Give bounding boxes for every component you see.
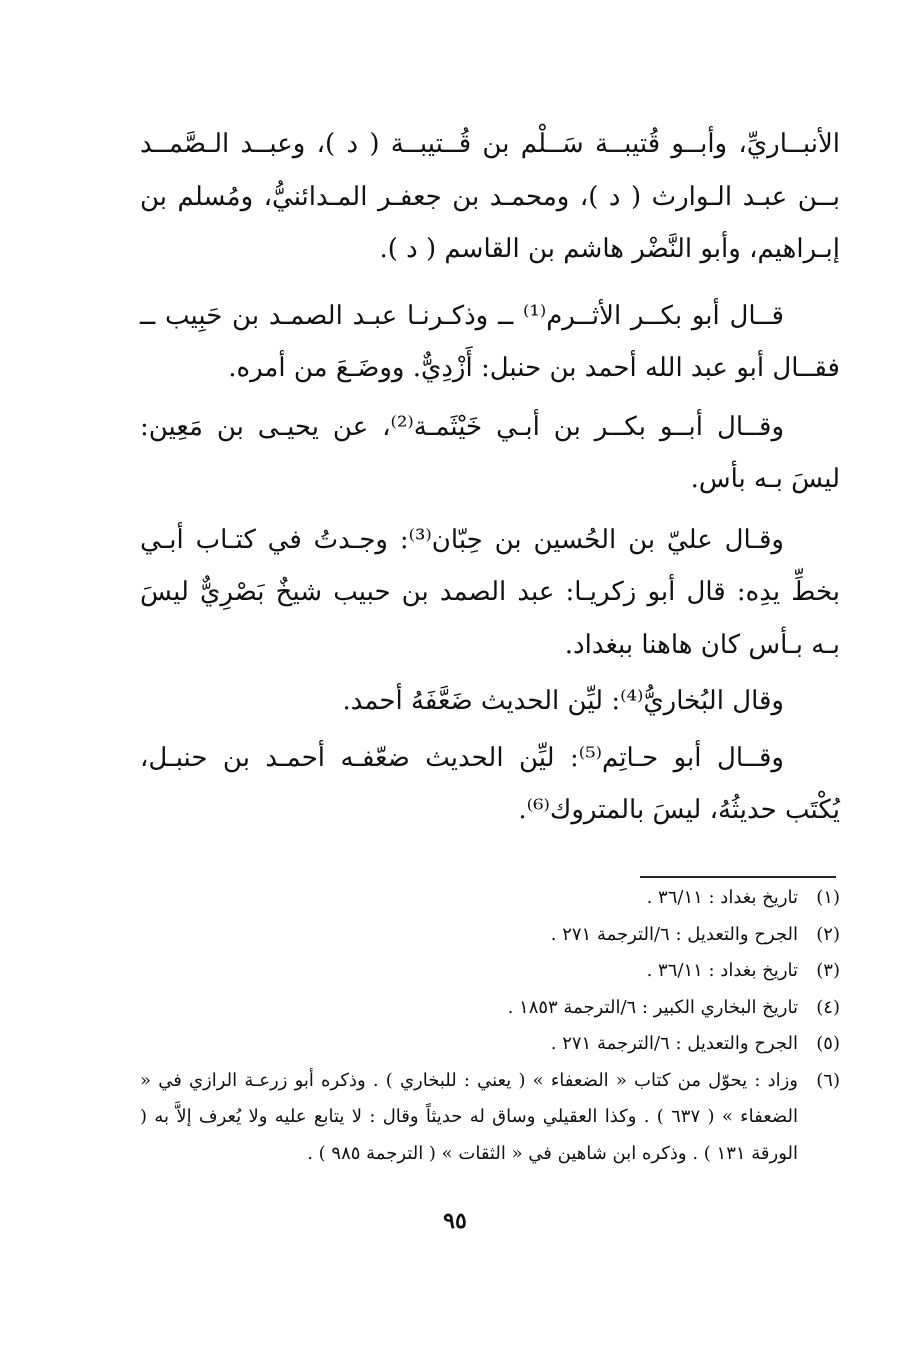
footnote-number: (٥) (816, 1033, 840, 1054)
paragraph-3: وقــال أبــو بكــر بن أبـي خَيْثَمـة⁽²⁾، عن يحيـى بن مَعِين: ليسَ بـه بأس. (140, 411, 840, 494)
page-number: ٩٥ (443, 1208, 467, 1234)
footnote-4 (140, 990, 840, 1027)
footnote-text: الجرح والتعديل : ٦/الترجمة ٢٧١ . (550, 1033, 798, 1054)
footnote-number: (١) (816, 887, 840, 908)
footnote-number: (٦) (816, 1069, 840, 1091)
footnote-number: (٣) (816, 960, 840, 981)
footnote-number: (٤) (816, 996, 840, 1018)
footnote-3 (140, 953, 840, 990)
paragraph-4: وقـال عليّ بن الحُسين بن حِبّان⁽³⁾: وجـدتُ في كتـاب أبـي بخطِّ يدِه: قال أبو زكريـا: عبد الصمد بن حبيب شيخٌ بَصْرِيٌّ ليسَ بـه بـأس كان هاهنا ببغداد. (140, 524, 840, 660)
footnote-text: وزاد : يحوّل من كتاب « الضعفاء » ( يعني : للبخاري ) . وذكره أبو زرعـة الرازي في « الضعفاء » ( ٦٣٧ ) . وكذا العقيلي وساق له حديثاً وقال : لا يتابع عليه ولا يُعرف إلاَّ به ( الورقة ١٣١ ) . وذكره ابن شاهين في « الثقات » ( الترجمة ٩٨٥ ) . (140, 1069, 798, 1164)
footnote-5 (140, 1026, 840, 1063)
footnote-separator (640, 876, 836, 878)
footnote-number: (٢) (816, 923, 840, 945)
paragraph-6: وقــال أبو حـاتِم⁽⁵⁾: ليِّن الحديث ضعّفـه أحمـد بن حنبـل، يُكْتَب حديثُهُ، ليسَ بالمتروك⁽⁶⁾. (140, 742, 840, 825)
footnote-text: تاريخ بغداد : ٣٦/١١ . (646, 960, 798, 981)
paragraph-1: الأنبــاريِّ، وأبــو قُتيبــة سَــلْم بن قُــتيبــة ( د )، وعبــد الـصَّمــد بــن عبـد الـوارث ( د )، ومحمـد بن جعفـر المـدائنيُّ، ومُسلم بن إبـراهيم، وأبو النَّضْر هاشم بن القاسم ( د ). (140, 129, 840, 264)
paragraph-5: وقال البُخاريُّ⁽⁴⁾: ليِّن الحديث ضَعَّفَهُ أحمد. (342, 686, 784, 716)
footnote-6 (140, 1063, 840, 1173)
footnote-text: تاريخ البخاري الكبير : ٦/الترجمة ١٨٥٣ . (507, 996, 798, 1018)
paragraph-2: قــال أبو بكــر الأثــرم⁽¹⁾ ــ وذكـرنـا عبـد الصمـد بن حَبِيب ــ فقــال أبو عبد الله أحمد بن حنبل: أَزْدِيٌّ. ووضَـعَ من أمره. (140, 300, 840, 383)
footnote-2 (140, 917, 840, 954)
footnotes (140, 880, 840, 1172)
main-text (140, 118, 840, 849)
footnote-text: الجرح والتعديل : ٦/الترجمة ٢٧١ . (550, 923, 798, 945)
footnote-text: تاريخ بغداد : ٣٦/١١ . (646, 887, 798, 908)
footnote-1 (140, 880, 840, 917)
